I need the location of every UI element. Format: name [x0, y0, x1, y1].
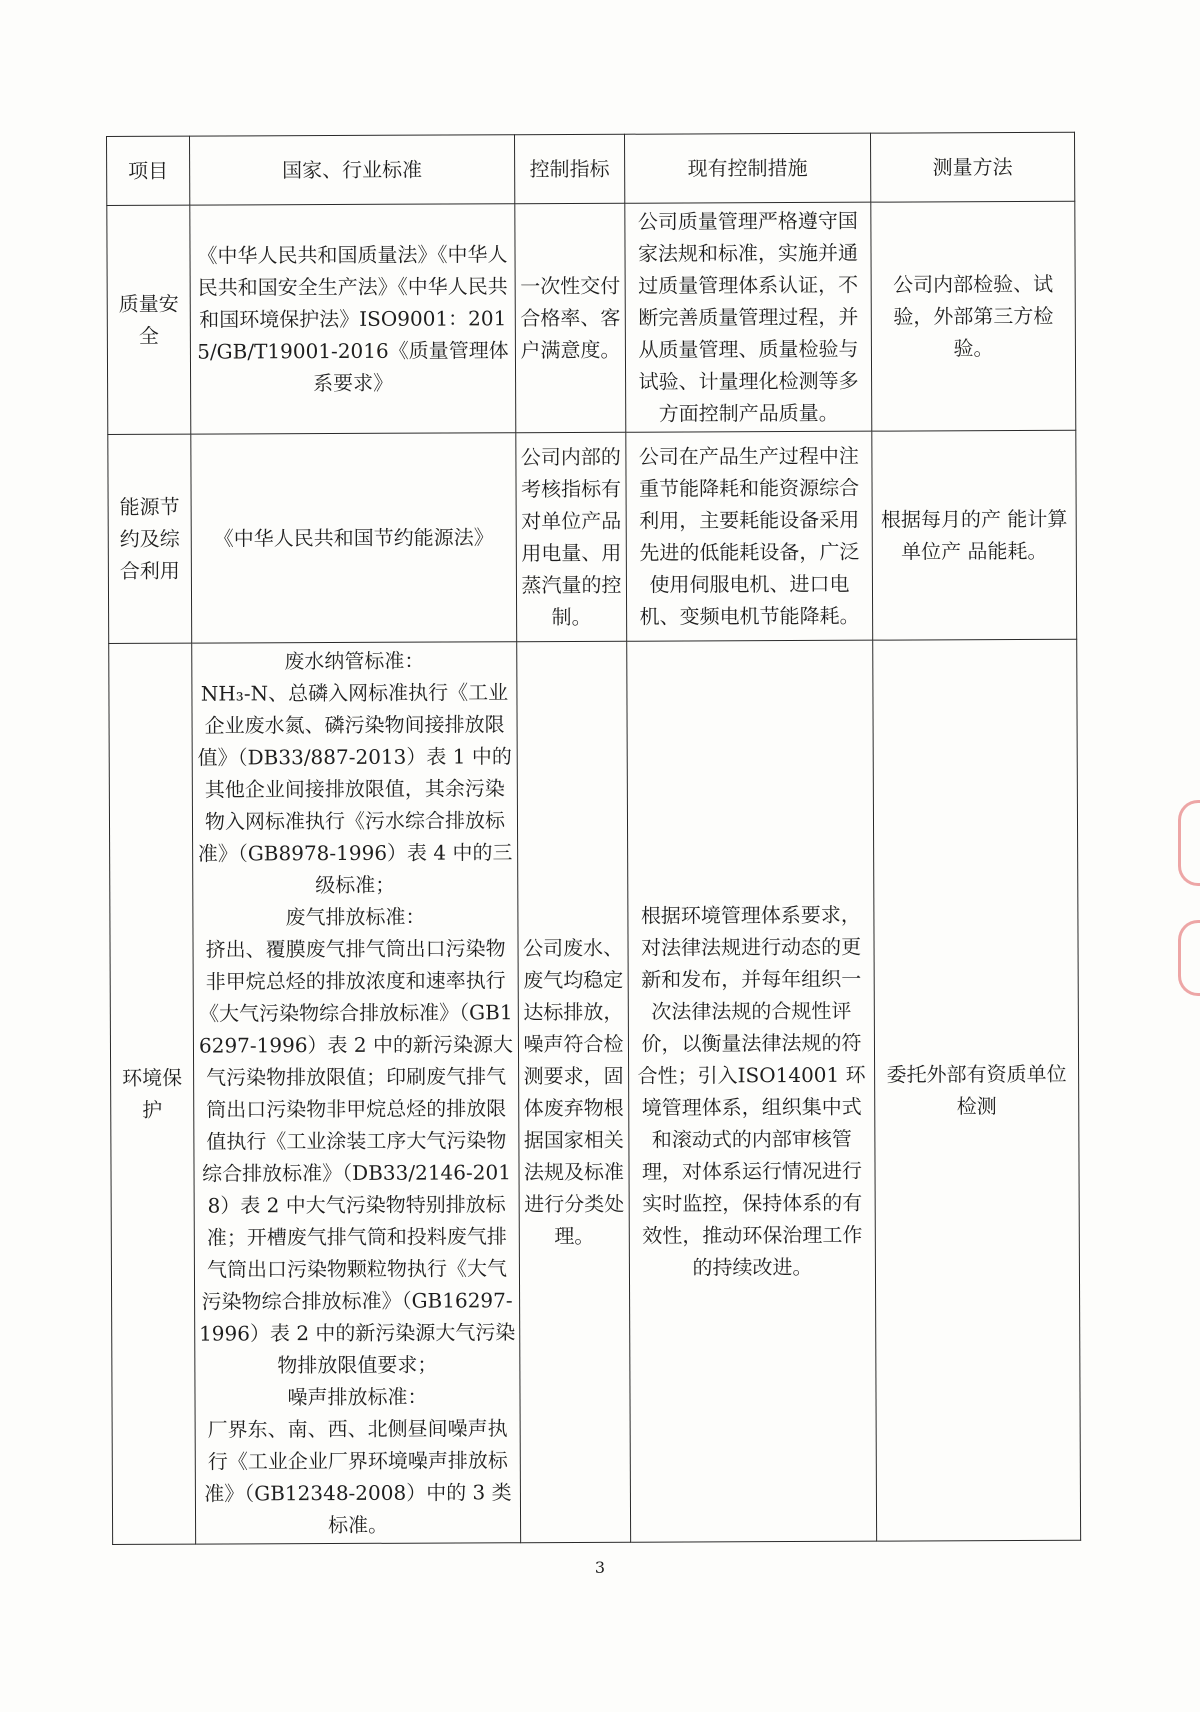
- item-cell: 能源节约及综合利用: [108, 434, 192, 643]
- table-row-environment-protection: [109, 639, 1081, 1544]
- header-item: 项目: [107, 136, 190, 205]
- indicator-cell: 一次性交付合格率、客户满意度。: [515, 203, 626, 432]
- method-cell: 根据每月的产 能计算单位产 品能耗。: [872, 430, 1077, 640]
- exhaust-heading: 废气排放标准：: [285, 904, 426, 930]
- item-cell: 环境保护: [109, 643, 196, 1544]
- table-header-row: [107, 132, 1075, 205]
- standard-cell: [192, 642, 521, 1544]
- measures-cell: 公司在产品生产过程中注重节能降耗和能资源综合利用，主要耗能设备采用先进的低能耗设备，广泛使用伺服电机、进口电机、变频电机节能降耗。: [626, 431, 873, 641]
- indicator-cell: 公司废水、废气均稳定达标排放，噪声符合检测要求，固体废弃物根据国家相关法规及标准进行分类处理。: [517, 641, 631, 1542]
- header-standard: 国家、行业标准: [190, 135, 515, 205]
- item-cell: 质量安全: [107, 205, 191, 434]
- exhaust-text: 挤出、覆膜废气排气筒出口污染物非甲烷总烃的排放浓度和速率执行《大气污染物综合排放标准》（GB16297-1996）表 2 中的新污染源大气污染物排放限值；印刷废气排气筒出口污染物非甲烷总烃的排放限值执行《工业涂装工序大气污染物综合排放标准》（DB33/2146-2018）表 2 中大气污染物特别排放标准；开槽废气排气筒和投料废气排气筒出口污染物颗粒物执行《大气污染物综合排放标准》（GB16297-1996）表 2 中的新污染源大气污染物排放限值要求；: [198, 936, 516, 1378]
- table-row-quality-safety: [107, 201, 1076, 434]
- wastewater-heading: 废水纳管标准：: [284, 648, 425, 674]
- wastewater-text: NH₃-N、总磷入网标准执行《工业企业废水氮、磷污染物间接排放限值》（DB33/887-2013）表 1 中的其他企业间接排放限值，其余污染物入网标准执行《污水综合排放标准》（GB8978-1996）表 4 中的三级标准；: [197, 680, 513, 898]
- noise-text: 厂界东、南、西、北侧昼间噪声执行《工业企业厂界环境噪声排放标准》（GB12348-2008）中的 3 类标准。: [204, 1416, 512, 1538]
- standard-cell: 《中华人民共和国节约能源法》: [191, 433, 517, 643]
- measures-cell: 根据环境管理体系要求，对法律法规进行动态的更新和发布，并每年组织一次法律法规的合规性评价，以衡量法律法规的符合性；引入ISO14001 环境管理体系，组织集中式和滚动式的内部审核管理，对体系运行情况进行实时监控，保持体系的有效性，推动环保治理工作的持续改进。: [627, 640, 877, 1542]
- indicator-cell: 公司内部的考核指标有对单位产品用电量、用蒸汽量的控制。: [516, 432, 627, 641]
- standards-table: [106, 132, 1081, 1545]
- table-row-energy-saving: [108, 430, 1077, 643]
- header-method: 测量方法: [870, 132, 1074, 202]
- header-measures: 现有控制措施: [624, 133, 870, 203]
- page-number: 3: [594, 1558, 606, 1577]
- red-seal-mark: [1174, 780, 1200, 1010]
- method-cell: 委托外部有资质单位检测: [873, 639, 1081, 1541]
- header-indicator: 控制指标: [514, 134, 624, 203]
- standard-cell: 《中华人民共和国质量法》《中华人民共和国安全生产法》《中华人民共和国环境保护法》ISO9001：2015/GB/T19001-2016《质量管理体系要求》: [190, 204, 516, 434]
- measures-cell: 公司质量管理严格遵守国家法规和标准，实施并通过质量管理体系认证，不断完善质量管理过程，并从质量管理、质量检验与试验、计量理化检测等多方面控制产品质量。: [625, 202, 872, 432]
- noise-heading: 噪声排放标准：: [287, 1384, 428, 1410]
- method-cell: 公司内部检验、试验，外部第三方检验。: [871, 201, 1076, 431]
